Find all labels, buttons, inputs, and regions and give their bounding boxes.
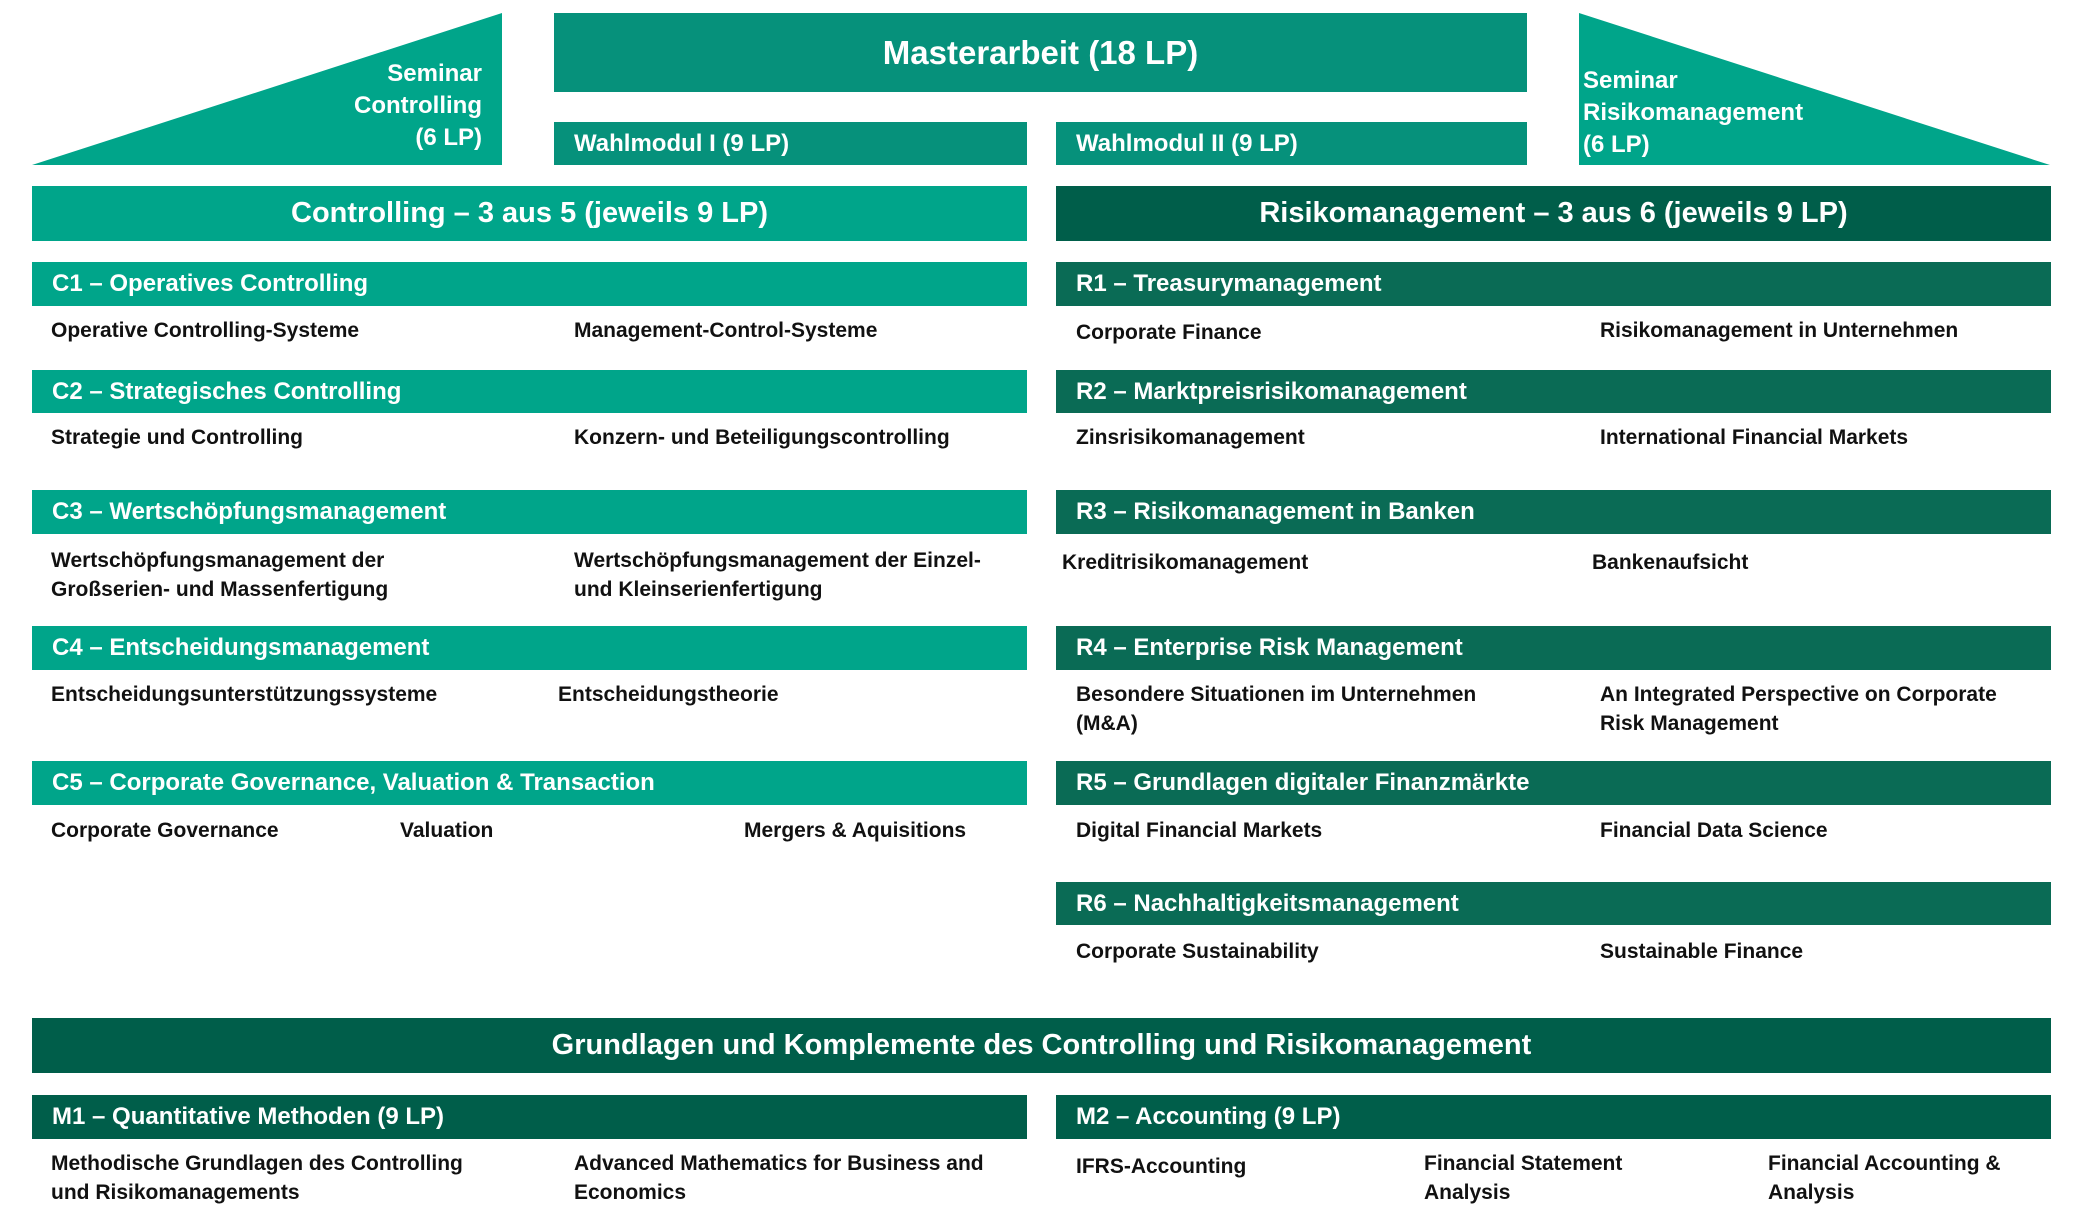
seminar-controlling-line2: Controlling bbox=[354, 92, 482, 119]
course-c1-2: Management-Control-Systeme bbox=[574, 319, 878, 342]
course-r6-1: Corporate Sustainability bbox=[1076, 940, 1319, 963]
module-r4 bbox=[1056, 626, 2051, 670]
risk-header-label: Risikomanagement – 3 aus 6 (jeweils 9 LP) bbox=[1259, 197, 1848, 229]
module-m1-title: M1 – Quantitative Methoden (9 LP) bbox=[52, 1103, 445, 1130]
course-c3-1-line2: Großserien- und Massenfertigung bbox=[51, 578, 389, 601]
course-m2-2-line1: Financial Statement bbox=[1424, 1152, 1623, 1175]
module-r6 bbox=[1056, 882, 2051, 925]
masterarbeit-box bbox=[554, 13, 1527, 92]
course-c2-1: Strategie und Controlling bbox=[51, 426, 303, 449]
wahlmodul-1-box bbox=[554, 122, 1027, 165]
course-c3-1 bbox=[51, 546, 388, 604]
course-m1-1-line1: Methodische Grundlagen des Controlling bbox=[51, 1152, 463, 1175]
course-m1-2-line1: Advanced Mathematics for Business and bbox=[574, 1152, 984, 1175]
module-r6-title: R6 – Nachhaltigkeitsmanagement bbox=[1076, 889, 1459, 917]
seminar-risk-line1: Seminar bbox=[1583, 67, 1678, 94]
course-c3-2-line2: und Kleinserienfertigung bbox=[574, 578, 823, 601]
module-c2-title: C2 – Strategisches Controlling bbox=[52, 377, 402, 405]
seminar-risk-label bbox=[1583, 65, 1843, 161]
module-r1 bbox=[1056, 262, 2051, 306]
course-r3-2: Bankenaufsicht bbox=[1592, 551, 1749, 574]
wahlmodul-2-box bbox=[1056, 122, 1527, 165]
module-r3 bbox=[1056, 490, 2051, 534]
course-r4-2 bbox=[1600, 680, 1997, 738]
module-c1-title: C1 – Operatives Controlling bbox=[52, 270, 369, 297]
course-m2-2-line2: Analysis bbox=[1424, 1181, 1511, 1204]
course-c5-2: Valuation bbox=[400, 819, 494, 842]
module-r5-title: R5 – Grundlagen digitaler Finanzmärkte bbox=[1076, 769, 1530, 796]
course-r5-2: Financial Data Science bbox=[1600, 819, 1828, 842]
risk-header bbox=[1056, 186, 2051, 241]
seminar-risk-line3: (6 LP) bbox=[1583, 131, 1650, 158]
module-m2-title: M2 – Accounting (9 LP) bbox=[1076, 1103, 1341, 1130]
course-r2-1: Zinsrisikomanagement bbox=[1076, 426, 1305, 449]
course-m1-2 bbox=[574, 1149, 984, 1207]
course-m2-2 bbox=[1424, 1149, 1622, 1207]
course-r4-2-line2: Risk Management bbox=[1600, 712, 1779, 735]
course-r1-2: Risikomanagement in Unternehmen bbox=[1600, 319, 1959, 342]
module-c2 bbox=[32, 370, 1027, 413]
module-c3-title: C3 – Wertschöpfungsmanagement bbox=[52, 498, 447, 525]
course-c3-2 bbox=[574, 546, 981, 604]
module-r2 bbox=[1056, 370, 2051, 413]
masterarbeit-label: Masterarbeit (18 LP) bbox=[882, 33, 1199, 71]
course-c3-1-line1: Wertschöpfungsmanagement der bbox=[51, 549, 385, 572]
course-r4-1-line2: (M&A) bbox=[1076, 712, 1138, 735]
course-c1-1: Operative Controlling-Systeme bbox=[51, 319, 360, 342]
module-r1-title: R1 – Treasurymanagement bbox=[1076, 270, 1382, 297]
wahlmodul-1-label: Wahlmodul I (9 LP) bbox=[574, 129, 790, 157]
module-c4 bbox=[32, 626, 1027, 670]
course-r4-1 bbox=[1076, 680, 1476, 738]
course-m2-3-line1: Financial Accounting & bbox=[1768, 1152, 2001, 1175]
course-m2-1: IFRS-Accounting bbox=[1076, 1155, 1247, 1178]
module-m1 bbox=[32, 1095, 1027, 1139]
course-m1-1-line2: und Risikomanagements bbox=[51, 1181, 300, 1204]
module-r2-title: R2 – Marktpreisrisikomanagement bbox=[1076, 377, 1467, 405]
course-c4-2: Entscheidungstheorie bbox=[558, 683, 779, 706]
course-c3-2-line1: Wertschöpfungsmanagement der Einzel- bbox=[574, 549, 981, 572]
module-c5 bbox=[32, 761, 1027, 805]
course-m2-3-line2: Analysis bbox=[1768, 1181, 1855, 1204]
course-m1-1 bbox=[51, 1149, 463, 1207]
course-m1-2-line2: Economics bbox=[574, 1181, 687, 1204]
course-c5-3: Mergers & Aquisitions bbox=[744, 819, 967, 842]
course-r1-1: Corporate Finance bbox=[1076, 321, 1262, 344]
course-r5-1: Digital Financial Markets bbox=[1076, 819, 1323, 842]
controlling-header-label: Controlling – 3 aus 5 (jeweils 9 LP) bbox=[291, 197, 768, 229]
module-r4-title: R4 – Enterprise Risk Management bbox=[1076, 634, 1463, 661]
course-c4-1: Entscheidungsunterstützungssysteme bbox=[51, 683, 438, 706]
course-m2-3 bbox=[1768, 1149, 2001, 1207]
seminar-risk-line2: Risikomanagement bbox=[1583, 99, 1804, 126]
course-r2-2: International Financial Markets bbox=[1600, 426, 1909, 449]
seminar-controlling-line3: (6 LP) bbox=[415, 124, 482, 151]
wahlmodul-2-label: Wahlmodul II (9 LP) bbox=[1076, 129, 1298, 157]
seminar-controlling-line1: Seminar bbox=[387, 60, 482, 87]
basics-header-label: Grundlagen und Komplemente des Controlling und Risikomanagement bbox=[551, 1029, 1532, 1061]
course-r4-1-line1: Besondere Situationen im Unternehmen bbox=[1076, 683, 1477, 706]
controlling-header bbox=[32, 186, 1027, 241]
module-r3-title: R3 – Risikomanagement in Banken bbox=[1076, 498, 1475, 525]
course-c2-2: Konzern- und Beteiligungscontrolling bbox=[574, 426, 950, 449]
module-c4-title: C4 – Entscheidungsmanagement bbox=[52, 634, 430, 661]
module-c5-title: C5 – Corporate Governance, Valuation & Transaction bbox=[52, 769, 655, 796]
course-r3-1: Kreditrisikomanagement bbox=[1062, 551, 1309, 574]
course-r4-2-line1: An Integrated Perspective on Corporate bbox=[1600, 683, 1997, 706]
course-c5-1: Corporate Governance bbox=[51, 819, 279, 842]
module-c1 bbox=[32, 262, 1027, 306]
course-r6-2: Sustainable Finance bbox=[1600, 940, 1804, 963]
module-m2 bbox=[1056, 1095, 2051, 1139]
basics-header bbox=[32, 1018, 2051, 1073]
seminar-controlling-label bbox=[300, 58, 482, 154]
module-c3 bbox=[32, 490, 1027, 534]
module-r5 bbox=[1056, 761, 2051, 805]
